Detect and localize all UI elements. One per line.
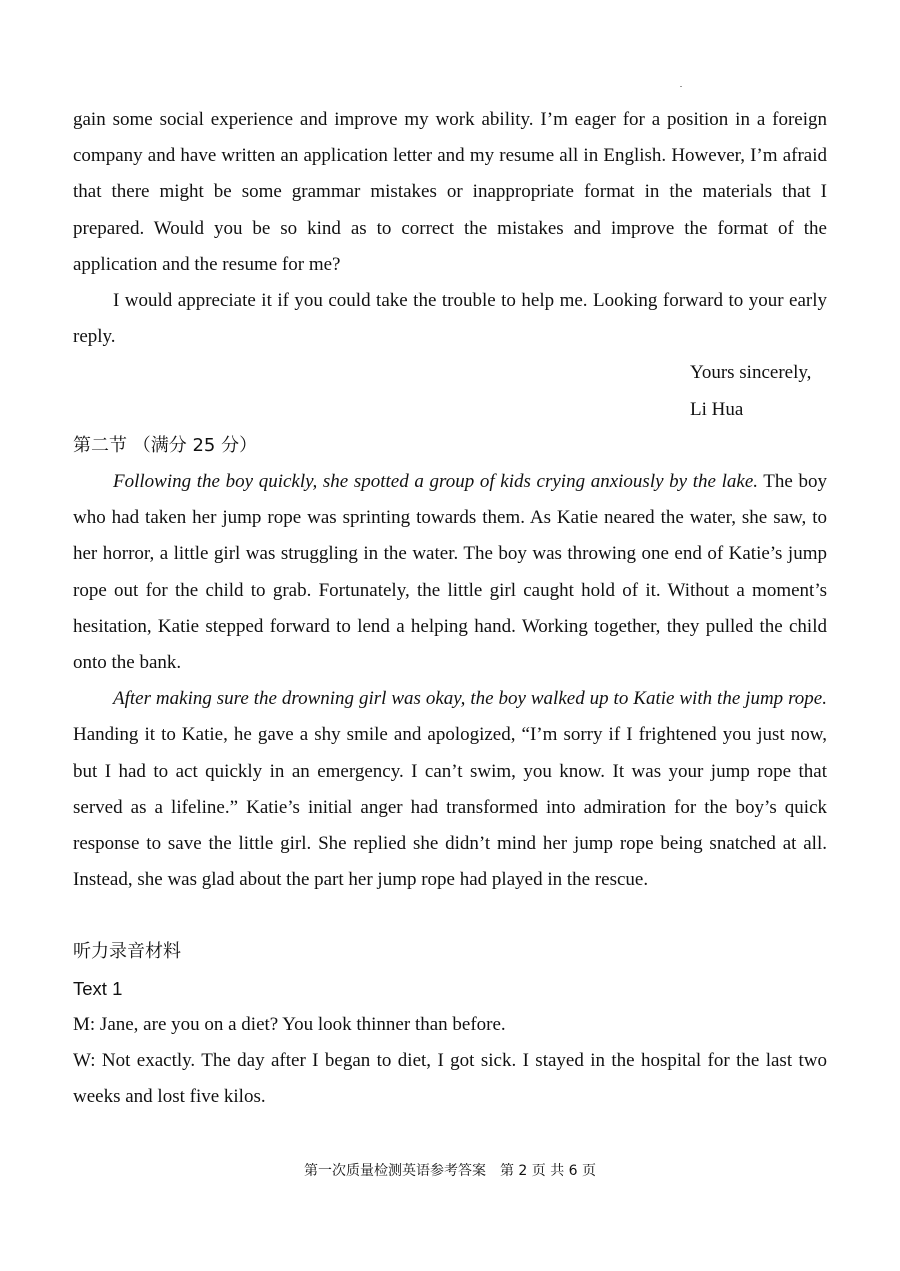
continuation-paragraph-1 [73,464,827,681]
dialogue-line-woman: W: Not exactly. The day after I began to diet, I got sick. I stayed in the hospital for the last two weeks and lost five kilos. [73,1050,827,1108]
dialogue-line-man: M: Jane, are you on a diet? You look thinner than before. [73,1013,506,1035]
letter-paragraph-2: I would appreciate it if you could take the trouble to help me. Looking forward to your early reply. [73,290,827,348]
letter-paragraph-1: gain some social experience and improve my work ability. I’m eager for a position in a foreign company and have written an application letter and my resume all in English. However, I’m afraid that there might be some grammar mistakes or inappropriate format in the materials that I prepared. Would you be so kind as to correct the mistakes and improve the format of the application and the resume for me? [73,109,827,275]
continuation-body-2: Handing it to Katie, he gave a shy smile and apologized, “I’m sorry if I frightened you just now, but I had to act quickly in an emergency. I can’t swim, you know. It was your jump rope that served as a lifeline.” Katie’s initial anger had transformed into admiration for the boy’s quick response to save the little girl. She replied she didn’t mind her jump rope being snatched at all. Instead, she was glad about the part her jump rope had played in the rescue. [73,724,827,891]
answer-content [73,102,827,1115]
given-first-sentence-1: Following the boy quickly, she spotted a group of kids crying anxiously by the lake. [113,471,758,493]
given-first-sentence-2: After making sure the drowning girl was okay, the boy walked up to Katie with the jump rope. [113,688,827,710]
letter-signature: Li Hua [690,398,744,420]
listening-heading: 听力录音材料 [73,941,181,963]
continuation-body-1: The boy who had taken her jump rope was sprinting towards them. As Katie neared the water, she saw, to her horror, a little girl was struggling in the water. The boy was throwing one end of Katie’s jump rope out for the child to grab. Fortunately, the little girl caught hold of it. Without a moment’s hesitation, Katie stepped forward to lend a helping hand. Working together, they pulled the child onto the bank. [73,471,827,674]
continuation-paragraph-2 [73,681,827,898]
section-heading: 第二节 （满分 25 分） [73,434,258,456]
page-footer: 第一次质量检测英语参考答案 第 2 页 共 6 页 [303,1163,597,1179]
letter-closing: Yours sincerely, [690,362,812,384]
scan-mark [680,86,682,87]
listening-text-label: Text 1 [73,977,123,999]
